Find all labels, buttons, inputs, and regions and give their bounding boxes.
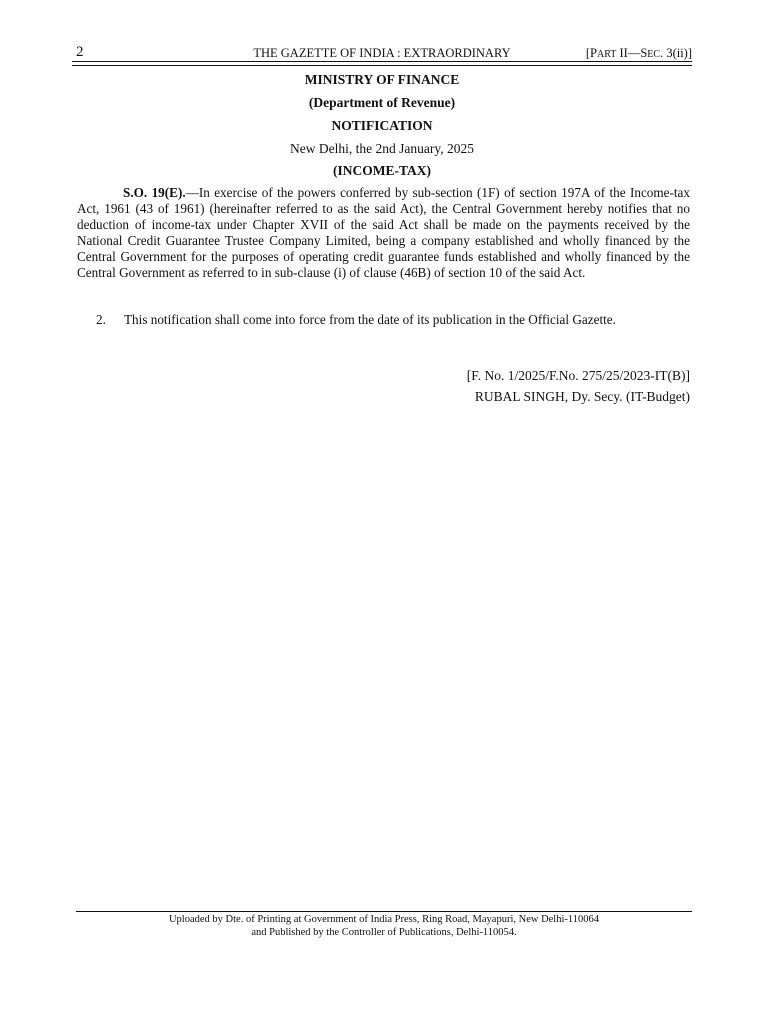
footer-line-2: and Published by the Controller of Publications, Delhi-110054. (251, 927, 517, 938)
paragraph-2-body: This notification shall come into force from the date of its publication in the Official Gazette. (124, 312, 616, 327)
notification-heading: NOTIFICATION (331, 118, 433, 133)
so-number: S.O. 19(E). (123, 185, 186, 200)
part-prefix: [P (585, 46, 597, 60)
file-number: [F. No. 1/2025/F.No. 275/25/2023-IT(B)] (466, 368, 690, 383)
footer-line-1: Uploaded by Dte. of Printing at Government of India Press, Ring Road, Mayapuri, New Delhi-110064 (168, 914, 600, 925)
page-number: 2 (76, 44, 84, 60)
part-small-caps-2: EC (647, 49, 661, 60)
notification-paragraph-2 (96, 312, 696, 328)
ministry-heading: MINISTRY OF FINANCE (304, 72, 460, 87)
place-date: New Delhi, the 2nd January, 2025 (290, 141, 474, 156)
paragraph-1-body: —In exercise of the powers conferred by sub-section (1F) of section 197A of the Income-tax Act, 1961 (43 of 1961) (hereinafter referred to as the said Act), the Central Government hereby notifies that no deduction of income-tax under Chapter XVII of the said Act shall be made on the payments received by the National Credit Guarantee Trustee Company Limited, being a company established and wholly financed by the Central Government for the purposes of operating credit guarantee funds established and wholly financed by the Central Government as referred to in sub-clause (i) of clause (46B) of section 10 of the said Act. (77, 185, 691, 280)
part-section-label (586, 46, 692, 61)
signatory: RUBAL SINGH, Dy. Secy. (IT-Budget) (474, 389, 690, 404)
part-middle: II—S (616, 46, 648, 60)
department-heading: (Department of Revenue) (308, 95, 456, 110)
paragraph-2-number: 2. (96, 312, 106, 327)
gazette-title: THE GAZETTE OF INDIA : EXTRAORDINARY (253, 46, 511, 60)
header-double-rule (72, 61, 692, 66)
footer-rule (76, 911, 692, 912)
notification-paragraph-1 (77, 185, 690, 281)
part-small-caps-1: ART (596, 49, 617, 60)
part-suffix: . 3(ii)] (660, 46, 692, 60)
subject-heading: (INCOME-TAX) (333, 163, 431, 178)
